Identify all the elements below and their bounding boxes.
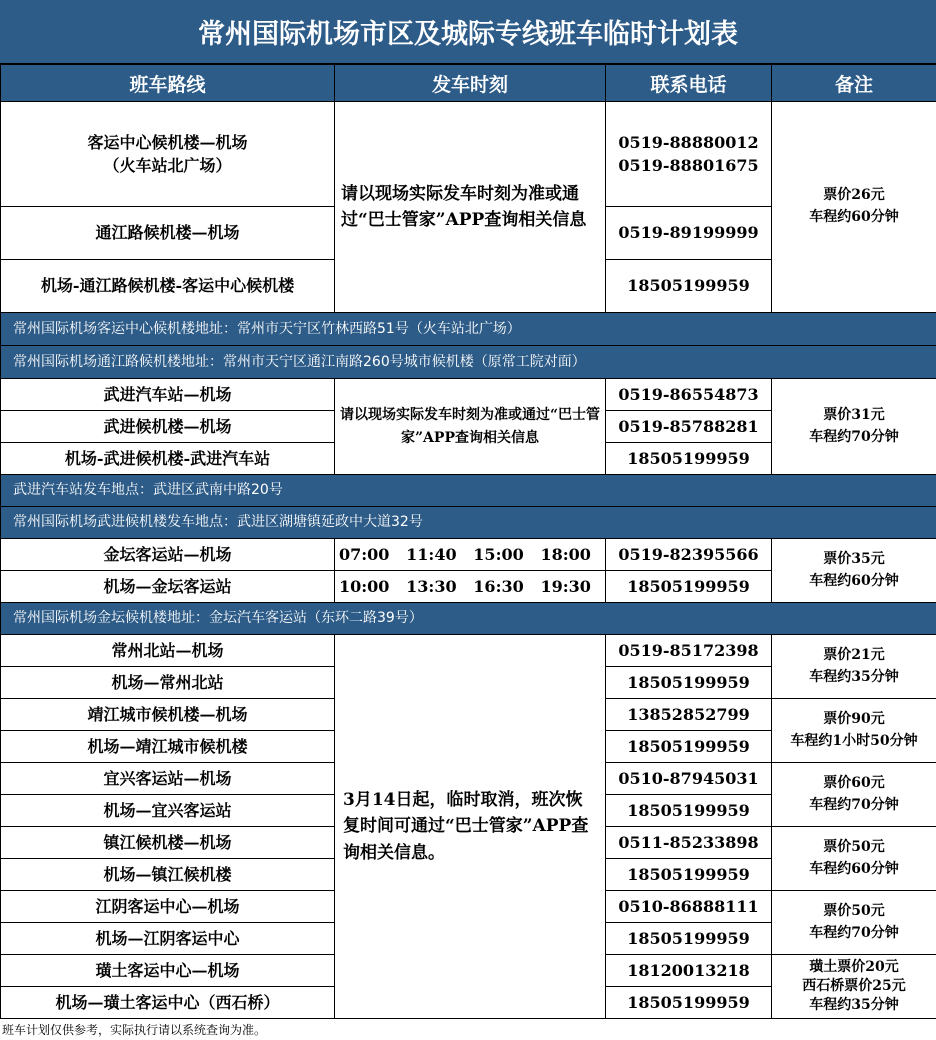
address-row [1, 346, 936, 379]
header-route: 班车路线 [1, 65, 335, 102]
schedule-table [0, 64, 936, 1019]
phone-cell: 0519-86554873 [606, 379, 772, 411]
remark-cell: 票价50元 车程约60分钟 [772, 827, 936, 891]
route-cell: 通江路候机楼—机场 [1, 207, 335, 260]
route-cell: 客运中心候机楼—机场 （火车站北广场） [1, 102, 335, 207]
route-cell: 机场—金坛客运站 [1, 571, 335, 603]
route-cell: 常州北站—机场 [1, 635, 335, 667]
table-row [1, 539, 936, 571]
phone-cell: 18505199959 [606, 987, 772, 1019]
route-cell: 机场-武进候机楼-武进汽车站 [1, 443, 335, 475]
phone-cell: 18505199959 [606, 443, 772, 475]
route-cell: 机场—镇江候机楼 [1, 859, 335, 891]
footer-note: 班车计划仅供参考，实际执行请以系统查询为准。 [2, 1023, 267, 1037]
route-cell: 璜土客运中心—机场 [1, 955, 335, 987]
depart-cell: 请以现场实际发车时刻为准或通过“巴士管家”APP查询相关信息 [335, 102, 606, 313]
remark-cell: 票价21元 车程约35分钟 [772, 635, 936, 699]
route-cell: 机场—江阴客运中心 [1, 923, 335, 955]
route-cell: 武进汽车站—机场 [1, 379, 335, 411]
phone-cell: 18120013218 [606, 955, 772, 987]
table-row [1, 379, 936, 411]
address-note: 常州国际机场通江路候机楼地址：常州市天宁区通江南路260号城市候机楼（原常工院对面） [1, 346, 936, 379]
route-cell: 武进候机楼—机场 [1, 411, 335, 443]
remark-cell: 票价26元 车程约60分钟 [772, 102, 936, 313]
header-phone: 联系电话 [606, 65, 772, 102]
depart-cell: 3月14日起，临时取消，班次恢复时间可通过“巴士管家”APP查询相关信息。 [335, 635, 606, 1019]
phone-cell: 18505199959 [606, 731, 772, 763]
remark-cell: 票价31元 车程约70分钟 [772, 379, 936, 475]
remark-cell: 票价50元 车程约70分钟 [772, 891, 936, 955]
address-note: 常州国际机场武进候机楼发车地点：武进区湖塘镇延政中大道32号 [1, 507, 936, 539]
phone-cell: 0519-88880012 0519-88801675 [606, 102, 772, 207]
header-remark: 备注 [772, 65, 936, 102]
phone-cell: 18505199959 [606, 923, 772, 955]
phone-cell: 13852852799 [606, 699, 772, 731]
phone-cell: 18505199959 [606, 260, 772, 313]
page-title: 常州国际机场市区及城际专线班车临时计划表 [0, 0, 936, 64]
route-cell: 机场—宜兴客运站 [1, 795, 335, 827]
route-cell: 金坛客运站—机场 [1, 539, 335, 571]
phone-cell: 0519-85172398 [606, 635, 772, 667]
route-cell: 机场—璜土客运中心（西石桥） [1, 987, 335, 1019]
depart-cell: 请以现场实际发车时刻为准或通过“巴士管家”APP查询相关信息 [335, 379, 606, 475]
times-cell: 10:00 13:30 16:30 19:30 [335, 571, 606, 603]
table-row [1, 102, 936, 207]
route-cell: 机场—常州北站 [1, 667, 335, 699]
header-row [1, 65, 936, 102]
route-cell: 机场—靖江城市候机楼 [1, 731, 335, 763]
route-cell: 宜兴客运站—机场 [1, 763, 335, 795]
address-row [1, 313, 936, 346]
route-cell: 机场-通江路候机楼-客运中心候机楼 [1, 260, 335, 313]
remark-cell: 票价90元 车程约1小时50分钟 [772, 699, 936, 763]
address-note: 武进汽车站发车地点：武进区武南中路20号 [1, 475, 936, 507]
route-cell: 镇江候机楼—机场 [1, 827, 335, 859]
phone-cell: 0519-82395566 [606, 539, 772, 571]
address-row [1, 507, 936, 539]
phone-cell: 0511-85233898 [606, 827, 772, 859]
phone-cell: 18505199959 [606, 571, 772, 603]
phone-cell: 0519-89199999 [606, 207, 772, 260]
phone-cell: 0510-86888111 [606, 891, 772, 923]
phone-cell: 18505199959 [606, 667, 772, 699]
times-cell: 07:00 11:40 15:00 18:00 [335, 539, 606, 571]
phone-cell: 18505199959 [606, 859, 772, 891]
remark-cell: 票价60元 车程约70分钟 [772, 763, 936, 827]
phone-cell: 0510-87945031 [606, 763, 772, 795]
address-note: 常州国际机场金坛候机楼地址：金坛汽车客运站（东环二路39号） [1, 603, 936, 635]
remark-cell: 票价35元 车程约60分钟 [772, 539, 936, 603]
route-cell: 江阴客运中心—机场 [1, 891, 335, 923]
table-row [1, 635, 936, 667]
route-cell: 靖江城市候机楼—机场 [1, 699, 335, 731]
phone-cell: 0519-85788281 [606, 411, 772, 443]
phone-cell: 18505199959 [606, 795, 772, 827]
address-note: 常州国际机场客运中心候机楼地址：常州市天宁区竹林西路51号（火车站北广场） [1, 313, 936, 346]
remark-cell: 璜土票价20元 西石桥票价25元 车程约35分钟 [772, 955, 936, 1019]
address-row [1, 475, 936, 507]
address-row [1, 603, 936, 635]
header-depart: 发车时刻 [335, 65, 606, 102]
